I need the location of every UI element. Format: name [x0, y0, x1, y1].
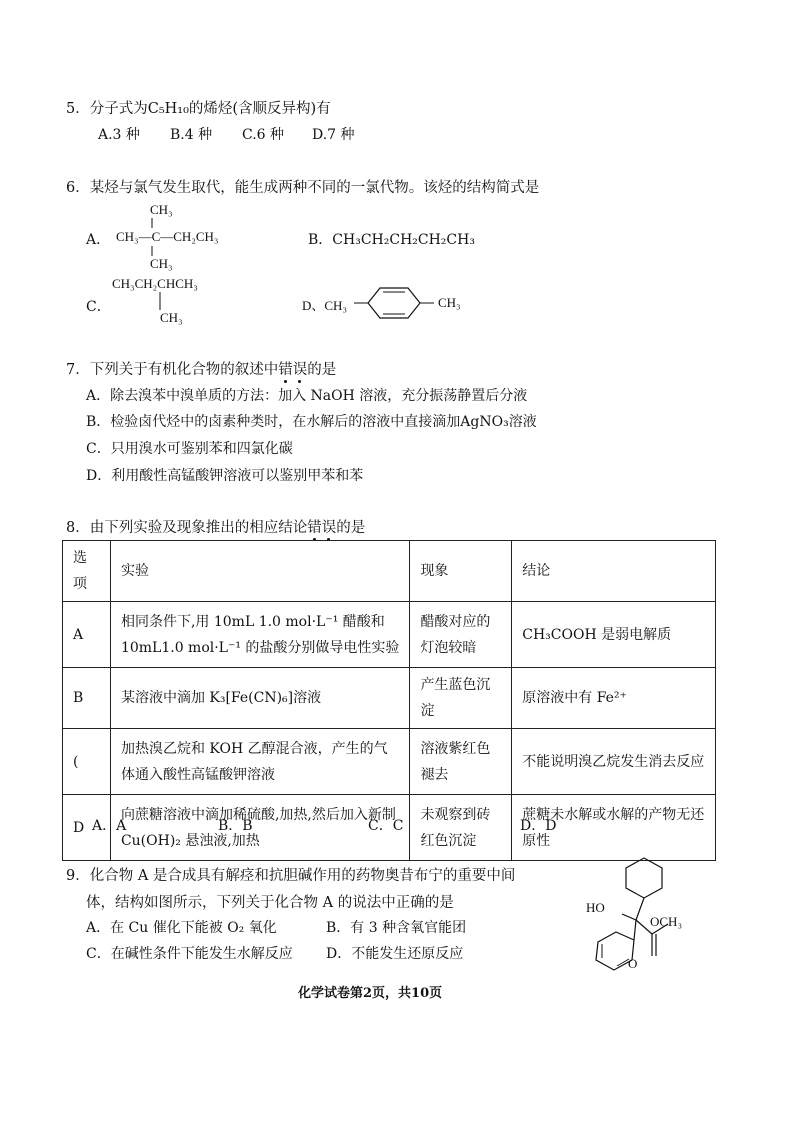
row-option: B [63, 668, 111, 729]
q6-c-bot: CH₃ [160, 310, 183, 325]
row-conclusion: CH₃COOH 是弱电解质 [512, 602, 716, 668]
q7-option-d: D．利用酸性高锰酸钾溶液可以鉴别甲苯和苯 [86, 468, 364, 484]
header-experiment: 实验 [110, 541, 409, 602]
table-row [63, 729, 716, 795]
q8-answer-a: A．A [92, 818, 127, 834]
q6-c-top: CH₃CH₂CHCH₃ [112, 276, 198, 291]
q9-option-d: D．不能发生还原反应 [326, 946, 464, 962]
q8-answer-b: B．B [218, 818, 253, 834]
experiment-table [62, 540, 716, 861]
row-observation: 产生蓝色沉淀 [410, 668, 512, 729]
row-experiment: 向蔗糖溶液中滴加稀硫酸,加热,然后加入新制 Cu(OH)₂ 悬浊液,加热 [110, 795, 409, 861]
q6-a-top: CH₃ [150, 202, 173, 217]
q8-stem: 8．由下列实验及现象推出的相应结论错误的是 [66, 520, 366, 536]
row-conclusion: 蔗糖未水解或水解的产物无还原性 [512, 795, 716, 861]
table-header-row [63, 541, 716, 602]
row-option: D [63, 795, 111, 861]
q6-option-d-right: CH₃ [438, 295, 461, 310]
q8-answer-c: C．C [368, 818, 404, 834]
q7-stem: 7．下列关于有机化合物的叙述中错误的是 [66, 362, 337, 378]
row-observation: 未观察到砖红色沉淀 [410, 795, 512, 861]
compound-a-structure [574, 852, 704, 982]
row-option: A [63, 602, 111, 668]
q6-option-a-label: A． [86, 232, 111, 248]
row-experiment: 相同条件下,用 10mL 1.0 mol·L⁻¹ 醋酸和 10mL1.0 mol·L⁻¹ 的盐酸分别做导电性实验 [110, 602, 409, 668]
row-observation: 溶液紫红色褪去 [410, 729, 512, 795]
q6-a-bot: CH₃ [150, 256, 173, 271]
q6-option-d-left: D、CH₃ [302, 298, 347, 313]
row-experiment: 加热溴乙烷和 KOH 乙醇混合液，产生的气体通入酸性高锰酸钾溶液 [110, 729, 409, 795]
struct-o: O [628, 956, 638, 971]
page-footer: 化学试卷第2页，共10页 [298, 986, 443, 1001]
row-option: ( [63, 729, 111, 795]
row-conclusion: 原溶液中有 Fe²⁺ [512, 668, 716, 729]
header-conclusion: 结论 [512, 541, 716, 602]
q9-option-c: C．在碱性条件下能发生水解反应 [86, 946, 293, 962]
row-observation: 醋酸对应的灯泡较暗 [410, 602, 512, 668]
q5-option-b: B.4 种 [170, 127, 213, 143]
q6-option-b: B．CH₃CH₂CH₂CH₂CH₃ [308, 232, 475, 248]
q9-line2: 体，结构如图所示，下列关于化合物 A 的说法中正确的是 [86, 895, 454, 911]
q8-answer-d: D．D [520, 818, 557, 834]
row-conclusion: 不能说明溴乙烷发生消去反应 [512, 729, 716, 795]
table-row [63, 668, 716, 729]
q5-stem: 5．分子式为C₅H₁₀的烯烃(含顺反异构)有 [66, 101, 331, 117]
struct-och3: OCH₃ [650, 914, 682, 929]
header-observation: 现象 [410, 541, 512, 602]
row-experiment: 某溶液中滴加 K₃[Fe(CN)₆]溶液 [110, 668, 409, 729]
q9-option-b: B．有 3 种含氧官能团 [326, 920, 467, 936]
struct-ho: HO [586, 900, 605, 915]
q5-option-c: C.6 种 [242, 127, 285, 143]
q5-option-a: A.3 种 [98, 127, 140, 143]
q6-a-mid: CH₃—C—CH₂CH₃ [116, 229, 219, 244]
q7-option-b: B．检验卤代烃中的卤素种类时，在水解后的溶液中直接滴加AgNO₃溶液 [86, 414, 537, 430]
q6-stem: 6．某烃与氯气发生取代，能生成两种不同的一氯代物。该烃的结构简式是 [66, 180, 540, 196]
q9-option-a: A．在 Cu 催化下能被 O₂ 氧化 [86, 920, 277, 936]
benzene-ring-icon [354, 284, 444, 324]
q6-a-bonds [140, 216, 160, 260]
q7-option-c: C．只用溴水可鉴别苯和四氯化碳 [86, 441, 293, 457]
q9-line1: 9．化合物 A 是合成具有解痉和抗胆碱作用的药物奥昔布宁的重要中间 [66, 868, 516, 884]
table-row [63, 602, 716, 668]
header-option: 选项 [63, 541, 111, 602]
q6-option-c-label: C． [86, 299, 111, 315]
q5-option-d: D.7 种 [312, 127, 355, 143]
q7-option-a: A．除去溴苯中溴单质的方法：加入 NaOH 溶液，充分振荡静置后分液 [86, 388, 528, 404]
